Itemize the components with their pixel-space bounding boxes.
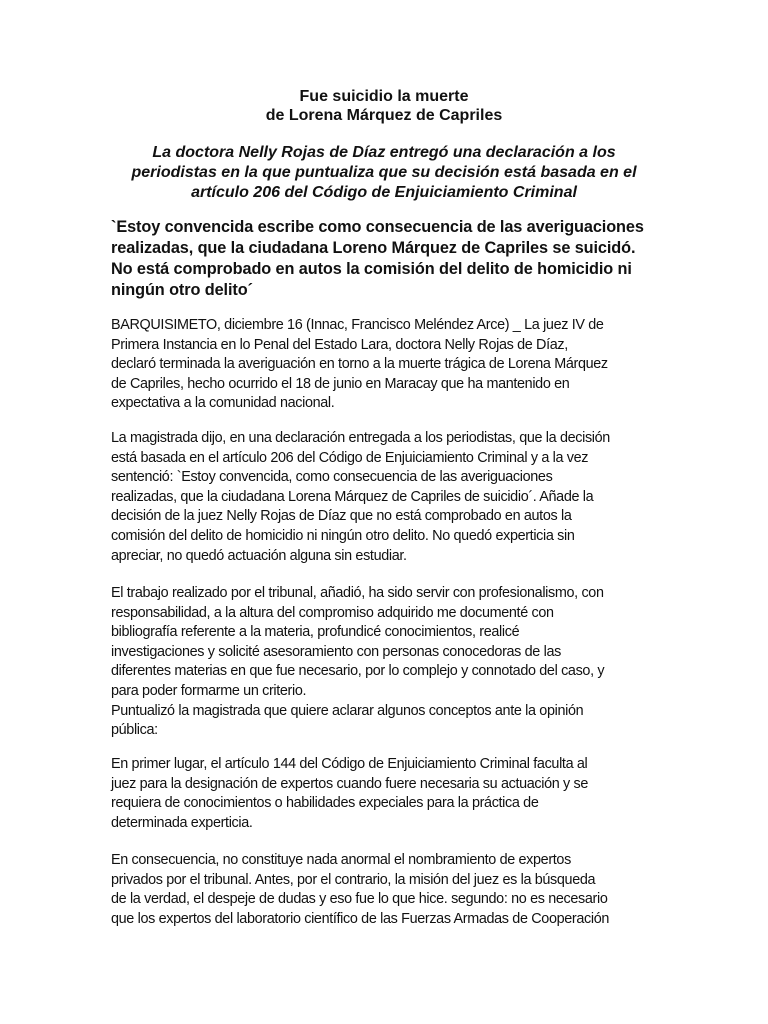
- headline-line-2: de Lorena Márquez de Capriles: [265, 107, 503, 124]
- lead-quote: `Estoy convencida escribe como consecuencia de las averiguaciones realizadas, que la ciudadana Loreno Márquez de Capriles se suicidó. No está comprobado en autos la comisión del delito de homicidio ni ningún otro delito´: [111, 218, 644, 299]
- headline-line-1: Fue suicidio la muerte: [299, 88, 469, 105]
- body-paragraph-4: En primer lugar, el artículo 144 del Código de Enjuiciamiento Criminal faculta al juez para la designación de expertos cuando fuere necesaria su actuación y se requiera de conocimientos o habilidades expeciales para la práctica de determinada experticia.: [111, 756, 589, 831]
- body-paragraph-1: BARQUISIMETO, diciembre 16 (Innac, Francisco Meléndez Arce) _ La juez IV de Primera Instancia en lo Penal del Estado Lara, doctora Nelly Rojas de Díaz, declaró terminada la averiguación en torno a la muerte trágica de Lorena Márquez de Capriles, hecho ocurrido el 18 de junio en Maracay que ha mantenido en expectativa a la comunidad nacional.: [111, 317, 608, 412]
- body-paragraph-2: La magistrada dijo, en una declaración entregada a los periodistas, que la decisión está basada en el artículo 206 del Código de Enjuiciamiento Criminal y a la vez sentenció: `Estoy convencida, como consecuencia de las averiguaciones realizadas, que la ciudadana Lorena Márquez de Capriles de suicidio´. Añade la decisión de la juez Nelly Rojas de Díaz que no está comprobado en autos la comisión del delito de homicidio ni ningún otro delito. No quedó experticia sin apreciar, no quedó actuación alguna sin estudiar.: [111, 430, 610, 564]
- subheadline: La doctora Nelly Rojas de Díaz entregó una declaración a los periodistas en la que puntualiza que su decisión está basada en el artículo 206 del Código de Enjuiciamiento Criminal: [131, 144, 637, 201]
- body-paragraph-3: El trabajo realizado por el tribunal, añadió, ha sido servir con profesionalismo, con responsabilidad, a la altura del compromiso adquirido me documenté con bibliografía referente a la materia, profundicé conocimientos, realicé investigaciones y solicité asesoramiento con personas conocedoras de las diferentes materias en que fue necesario, por lo complejo y connotado del caso, y para poder formarme un criterio. Puntualizó la magistrada que quiere aclarar algunos conceptos ante la opinión pública:: [111, 585, 605, 739]
- body-paragraph-5: En consecuencia, no constituye nada anormal el nombramiento de expertos privados por el tribunal. Antes, por el contrario, la misión del juez es la búsqueda de la verdad, el despeje de dudas y eso fue lo que hice. segundo: no es necesario que los expertos del laboratorio científico de las Fuerzas Armadas de Cooperación: [111, 852, 610, 927]
